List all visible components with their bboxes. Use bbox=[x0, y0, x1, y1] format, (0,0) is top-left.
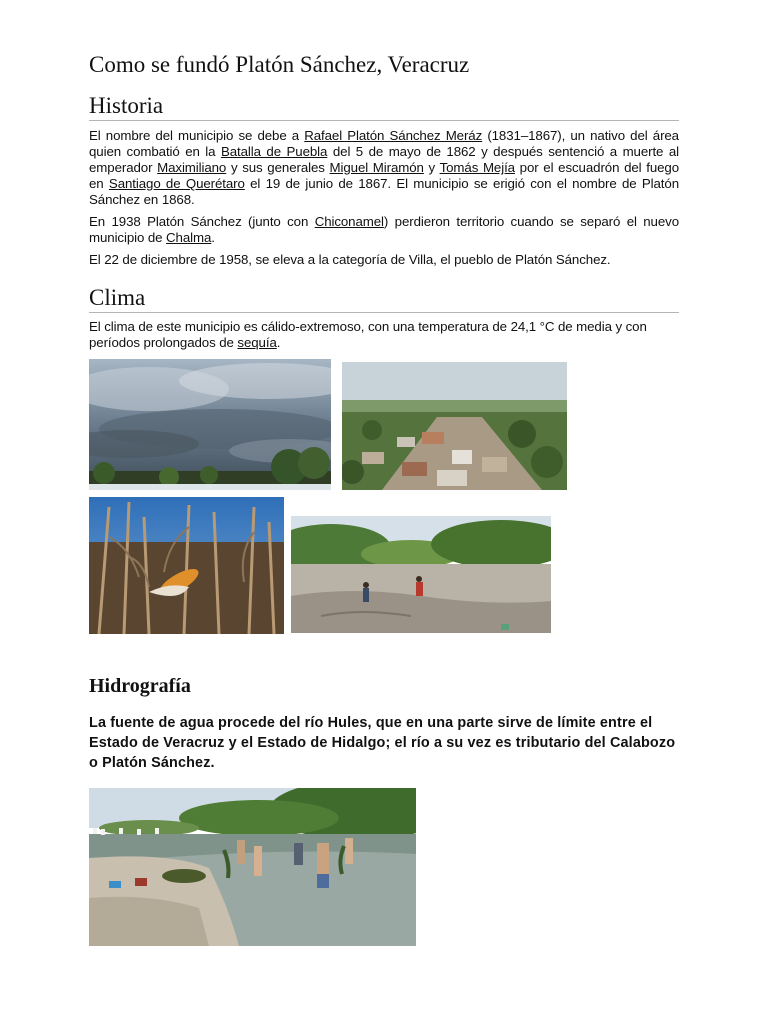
photo-aerial-town bbox=[342, 362, 567, 490]
cloudy-sky-image bbox=[89, 359, 331, 490]
section-historia bbox=[89, 92, 679, 268]
link-miguel-miramon[interactable]: Miguel Miramón bbox=[329, 160, 424, 175]
aerial-town-image bbox=[342, 362, 567, 490]
photo-dry-riverbed bbox=[291, 516, 551, 633]
link-maximiliano[interactable]: Maximiliano bbox=[157, 160, 227, 175]
section-hidrografia bbox=[89, 673, 679, 773]
photo-cloudy-sky bbox=[89, 359, 331, 490]
clima-paragraph-1: El clima de este municipio es cálido-extremoso, con una temperatura de 24,1 °C de media y con períodos prolongados de sequía. bbox=[89, 319, 647, 350]
link-chalma[interactable]: Chalma bbox=[166, 230, 212, 245]
heading-clima: Clima bbox=[89, 284, 679, 313]
link-rafael-platon-sanchez[interactable]: Rafael Platón Sánchez Meráz bbox=[304, 128, 483, 143]
link-sequia[interactable]: sequía bbox=[237, 335, 277, 350]
link-chiconamel[interactable]: Chiconamel bbox=[314, 214, 384, 229]
dry-riverbed-image bbox=[291, 516, 551, 633]
link-tomas-mejia[interactable]: Tomás Mejía bbox=[439, 160, 515, 175]
historia-paragraph-2: En 1938 Platón Sánchez (junto con Chiconamel) perdieron territorio cuando se separó el nuevo municipio de Chalma. bbox=[89, 214, 679, 245]
section-clima bbox=[89, 284, 679, 351]
link-santiago-de-queretaro[interactable]: Santiago de Querétaro bbox=[108, 176, 245, 191]
historia-paragraph-3: El 22 de diciembre de 1958, se eleva a la categoría de Villa, el pueblo de Platón Sánchez. bbox=[89, 252, 611, 267]
hidrografia-paragraph-1: La fuente de agua procede del río Hules, que en una parte sirve de límite entre el Estado de Veracruz y el Estado de Hidalgo; el río a su vez es tributario del Calabozo o Platón Sánchez. bbox=[89, 715, 676, 771]
photo-dry-corn bbox=[89, 497, 284, 634]
document-title: Como se fundó Platón Sánchez, Veracruz bbox=[89, 52, 470, 77]
heading-historia: Historia bbox=[89, 92, 679, 121]
historia-paragraph-1: El nombre del municipio se debe a Rafael Platón Sánchez Meráz (1831–1867), un nativo del área quien combatió en la Batalla de Puebla del 5 de mayo de 1862 y después sentenció a muerte al emperador Maximiliano y sus generales Miguel Miramón y Tomás Mejía por el escuadrón del fuego en Santiago de Querétaro el 19 de junio de 1867. El municipio se erigió con el nombre de Platón Sánchez en 1868. bbox=[89, 128, 680, 207]
dry-corn-image bbox=[89, 497, 284, 634]
heading-hidrografia: Hidrografía bbox=[89, 675, 191, 697]
river-people-image bbox=[89, 788, 416, 946]
photo-river-people bbox=[89, 788, 416, 946]
link-batalla-de-puebla[interactable]: Batalla de Puebla bbox=[220, 144, 328, 159]
